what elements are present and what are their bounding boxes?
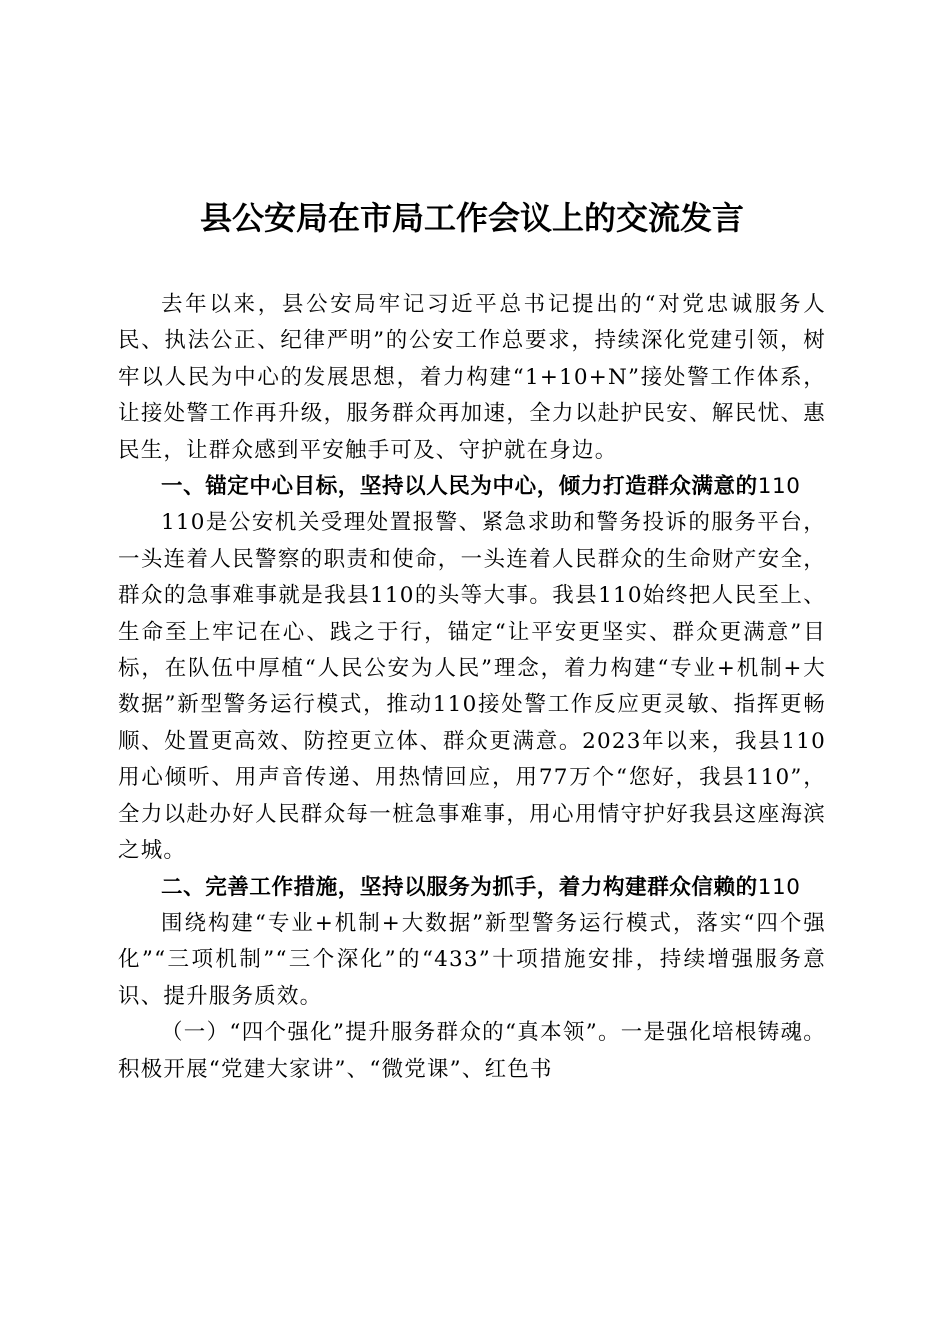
intro-paragraph: 去年以来，县公安局牢记习近平总书记提出的“对党忠诚服务人民、执法公正、纪律严明”的公安工作总要求，持续深化党建引领，树牢以人民为中心的发展思想，着力构建“1+10+N”接处警工作体系，让接处警工作再升级，服务群众再加速，全力以赴护民安、解民忧、惠民生，让群众感到平安触手可及、守护就在身边。 <box>118 292 826 463</box>
section-heading-2 <box>118 870 826 906</box>
section-heading-1 <box>118 469 826 505</box>
subsection-1-paragraph: （一）“四个强化”提升服务群众的“真本领”。一是强化培根铸魂。积极开展“党建大家讲”、“微党课”、红色书 <box>118 1020 826 1082</box>
section-heading-1-text: 一、锚定中心目标，坚持以人民为中心，倾力打造群众满意的 <box>161 474 758 500</box>
document-title: 县公安局在市局工作会议上的交流发言 <box>199 199 744 237</box>
document-body <box>118 287 826 1088</box>
section-heading-2-number: 110 <box>757 874 801 900</box>
section-heading-2-text: 二、完善工作措施，坚持以服务为抓手，着力构建群众信赖的 <box>161 874 758 900</box>
section-heading-1-number: 110 <box>757 474 801 500</box>
section-1-paragraph: 110是公安机关受理处置报警、紧急求助和警务投诉的服务平台，一头连着人民警察的职责和使命，一头连着人民群众的生命财产安全，群众的急事难事就是我县110的头等大事。我县110始终把人民至上、生命至上牢记在心、践之于行，锚定“让平安更坚实、群众更满意”目标，在队伍中厚植“人民公安为人民”理念，着力构建“专业+机制+大数据”新型警务运行模式，推动110接处警工作反应更灵敏、指挥更畅顺、处置更高效、防控更立体、群众更满意。2023年以来，我县110用心倾听、用声音传递、用热情回应，用77万个“您好，我县110”，全力以赴办好人民群众每一桩急事难事，用心用情守护好我县这座海滨之城。 <box>118 510 826 864</box>
section-2-paragraph: 围绕构建“专业+机制+大数据”新型警务运行模式，落实“四个强化”“三项机制”“三个深化”的“433”十项措施安排，持续增强服务意识、提升服务质效。 <box>118 910 826 1009</box>
